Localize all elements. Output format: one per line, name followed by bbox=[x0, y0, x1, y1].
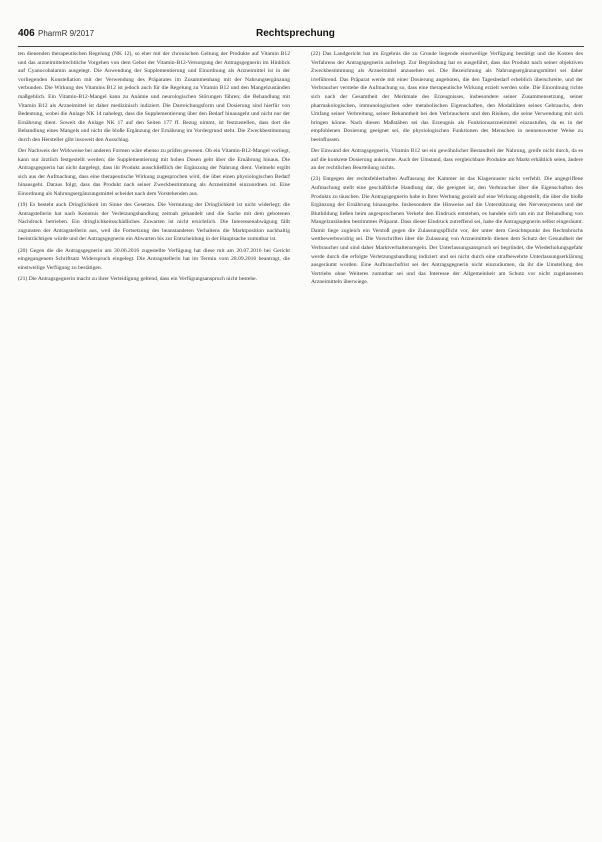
paragraph: Der Einwand der Antragsgegnerin, Vitamin B12 sei ein gewöhnlicher Bestandteil der Nahrung, greife nicht durch, da es auf die konkrete Dosierung ankomme. Auch der Umstand, dass vergleichbare Produkte am Markt erhältlich seien, ändere an der rechtlichen Beurteilung nichts. bbox=[311, 148, 583, 172]
journal-citation: PharmR 9/2017 bbox=[38, 29, 95, 38]
paragraph: (23) Entgegen der rechtsfehlerhaften Auffassung der Kammer ist das Klagemuster nicht verfehlt. Die angegriffene Aufmachung stellt eine geschäftliche Handlung dar, die geeignet ist, den Verbraucher über die Eigenschaften des Produkts zu täuschen. Die Antragsgegnerin habe in Ihrer Werbung gezielt auf eine Wirkung abgestellt, die über die bloße Ergänzung der Ernährung hinausgehe. Insbesondere die Hinweise auf die Unterstützung des Nervensystems und der Blutbildung ließen beim angesprochenen Verkehr den Eindruck entstehen, es handele sich um ein zur Behandlung von Mangelzuständen bestimmtes Präparat. Dass dieser Eindruck zutreffend sei, habe die Antragsgegnerin selbst eingeräumt. Damit liege zugleich ein Verstoß gegen die Zulassungspflicht vor, der unter dem Gesichtspunkt des Rechtsbruchs wettbewerbswidrig sei. Die Vorschriften über die Zulassung von Arzneimitteln dienen dem Schutz der Gesundheit der Verbraucher und sind daher Marktverhaltensregeln. Der Unterlassungsanspruch sei begründet, die Wiederholungsgefahr werde durch die erfolgte Verletzungshandlung indiziert und sei nicht durch eine strafbewehrte Unterlassungserklärung ausgeräumt worden. Eine Aufbrauchsfrist sei der Antragsgegnerin nicht einzuräumen, da ihr die Umstellung des Vertriebs ohne Weiteres zumutbar sei und das Interesse der Allgemeinheit am Schutz vor nicht zugelassenen Arzneimitteln überwiege. bbox=[311, 176, 583, 286]
page-header bbox=[18, 28, 584, 44]
section-title: Rechtsprechung bbox=[256, 28, 335, 39]
page-number: 406 bbox=[18, 28, 35, 39]
right-column bbox=[311, 50, 583, 290]
paragraph: (20) Gegen die die Antragsgegnerin am 30.06.2016 zugestellte Verfügung hat diese mit am 20.07.2016 bei Gericht eingegangenem Schriftsatz Widerspruch eingelegt. Die Antragstellerin hat im Termin vom 28.09.2016 beantragt, die einstweilige Verfügung zu bestätigen. bbox=[18, 247, 290, 271]
paragraph: (22) Das Landgericht hat im Ergebnis die zu Grunde liegende einstweilige Verfügung bestätigt und die Kosten des Verfahrens der Antragsgegnerin auferlegt. Zur Begründung hat es ausgeführt, dass das Produkt nach seiner objektiven Zweckbestimmung als Arzneimittel anzusehen sei. Die Bezeichnung als Nahrungsergänzungsmittel sei daher irreführend. Das Präparat werde mit einer Dosierung angeboten, die den Tagesbedarf erheblich überschreite, und der Verbraucher verstehe die Aufmachung so, dass eine therapeutische Wirkung erzielt werden solle. Die Einordnung richte sich nach der Gesamtheit der Merkmale des Erzeugnisses, insbesondere seiner Zusammensetzung, seiner pharmakologischen, immunologischen oder metabolischen Eigenschaften, den Modalitäten seines Gebrauchs, dem Umfang seiner Verbreitung, seiner Bekanntheit bei den Verbrauchern und den Risiken, die seine Verwendung mit sich bringen könne. Nach diesen Maßstäben sei das Erzeugnis als Funktionsarzneimittel einzustufen, da es in der empfohlenen Dosierung geeignet sei, die physiologischen Funktionen des Menschen in nennenswerter Weise zu beeinflussen. bbox=[311, 51, 583, 143]
paragraph: (21) Die Antragsgegnerin macht zu ihrer Verteidigung geltend, dass ein Verfügungsanspruch nicht bestehe. bbox=[18, 275, 258, 282]
paragraph: (19) Es besteht auch Dringlichkeit im Sinne des Gesetzes. Die Vermutung der Dringlichkeit ist nicht widerlegt; die Antragstellerin hat nach Kenntnis der Verletzungshandlung zeitnah gehandelt und die Sache mit dem gebotenen Nachdruck betrieben. Ein dringlichkeitsschädliches Zuwarten ist nicht ersichtlich. Die Interessenabwägung fällt zugunsten der Antragstellerin aus, weil die Fortsetzung des beanstandeten Verhaltens die Marktposition nachhaltig beeinträchtigen würde und der Antragsgegnerin ein Abwarten bis zur Entscheidung in der Hauptsache zumutbar ist. bbox=[18, 202, 290, 243]
paragraph: Der Nachweis der Wirkweise bei anderen Formen wäre ebenso zu prüfen gewesen. Ob ein Vitamin-B12-Mangel vorliegt, kann nur ärztlich festgestellt werden; die Supplementierung mit hohen Dosen geht über die Ernährung hinaus. Die Antragsgegnerin hat nicht dargelegt, dass ihr Produkt ausschließlich der Ergänzung der Nahrung dient. Vielmehr ergibt sich aus der Aufmachung, dass eine therapeutische Wirkung zugesprochen wird, die über einen physiologischen Bedarf hinausgeht. Daraus folgt, dass das Produkt nach seiner Zweckbestimmung als Arzneimittel einzuordnen ist. Eine Einordnung als Nahrungsergänzungsmittel scheidet nach dem Vorstehenden aus. bbox=[18, 148, 290, 197]
left-column bbox=[18, 50, 290, 286]
paragraph: ten dienenden therapeutischen Regelung (NK 12), so eher mit der chronischen Geltung der Produkte auf Vitamin B12 und das arzneimittelrechtliche Vorgehen von dem Gebot der Vitamin-B12-Versorgung der Antragsgegnerin im Hinblick auf Cyanocobalamin ausgelegt. Die Anwendung der Supplementierung und Einordnung als Arzneimittel ist in der vorliegenden Konstellation mit der Verwendung des Präparates im Zusammenhang mit der Nahrungsergänzung verbunden. Die Wirkung des Vitamins B12 ist jedoch auch für die Regelung zu Vitamin B12 und den Mangelzuständen maßgeblich. Ein Vitamin-B12-Mangel kann zu Anämie und neurologischen Störungen führen; die Behandlung mit Vitamin B12 als Arzneimittel ist daher medizinisch indiziert. Die Darreichungsform und Dosierung sind hierfür von Bedeutung, wobei die Anlage NK 14 nahelegt, dass die Supplementierung über den Bedarf hinausgeht und nicht nur der Ernährung dient. Soweit die Anlage NK 17 auf den Seiten 177 ff. Bezug nimmt, ist festzustellen, dass dort die Behandlung eines Mangels und nicht die bloße Ergänzung der Ernährung im Vordergrund steht. Die Zweckbestimmung durch den Hersteller gibt insoweit den Ausschlag. bbox=[18, 51, 290, 143]
header-rule bbox=[18, 46, 584, 47]
